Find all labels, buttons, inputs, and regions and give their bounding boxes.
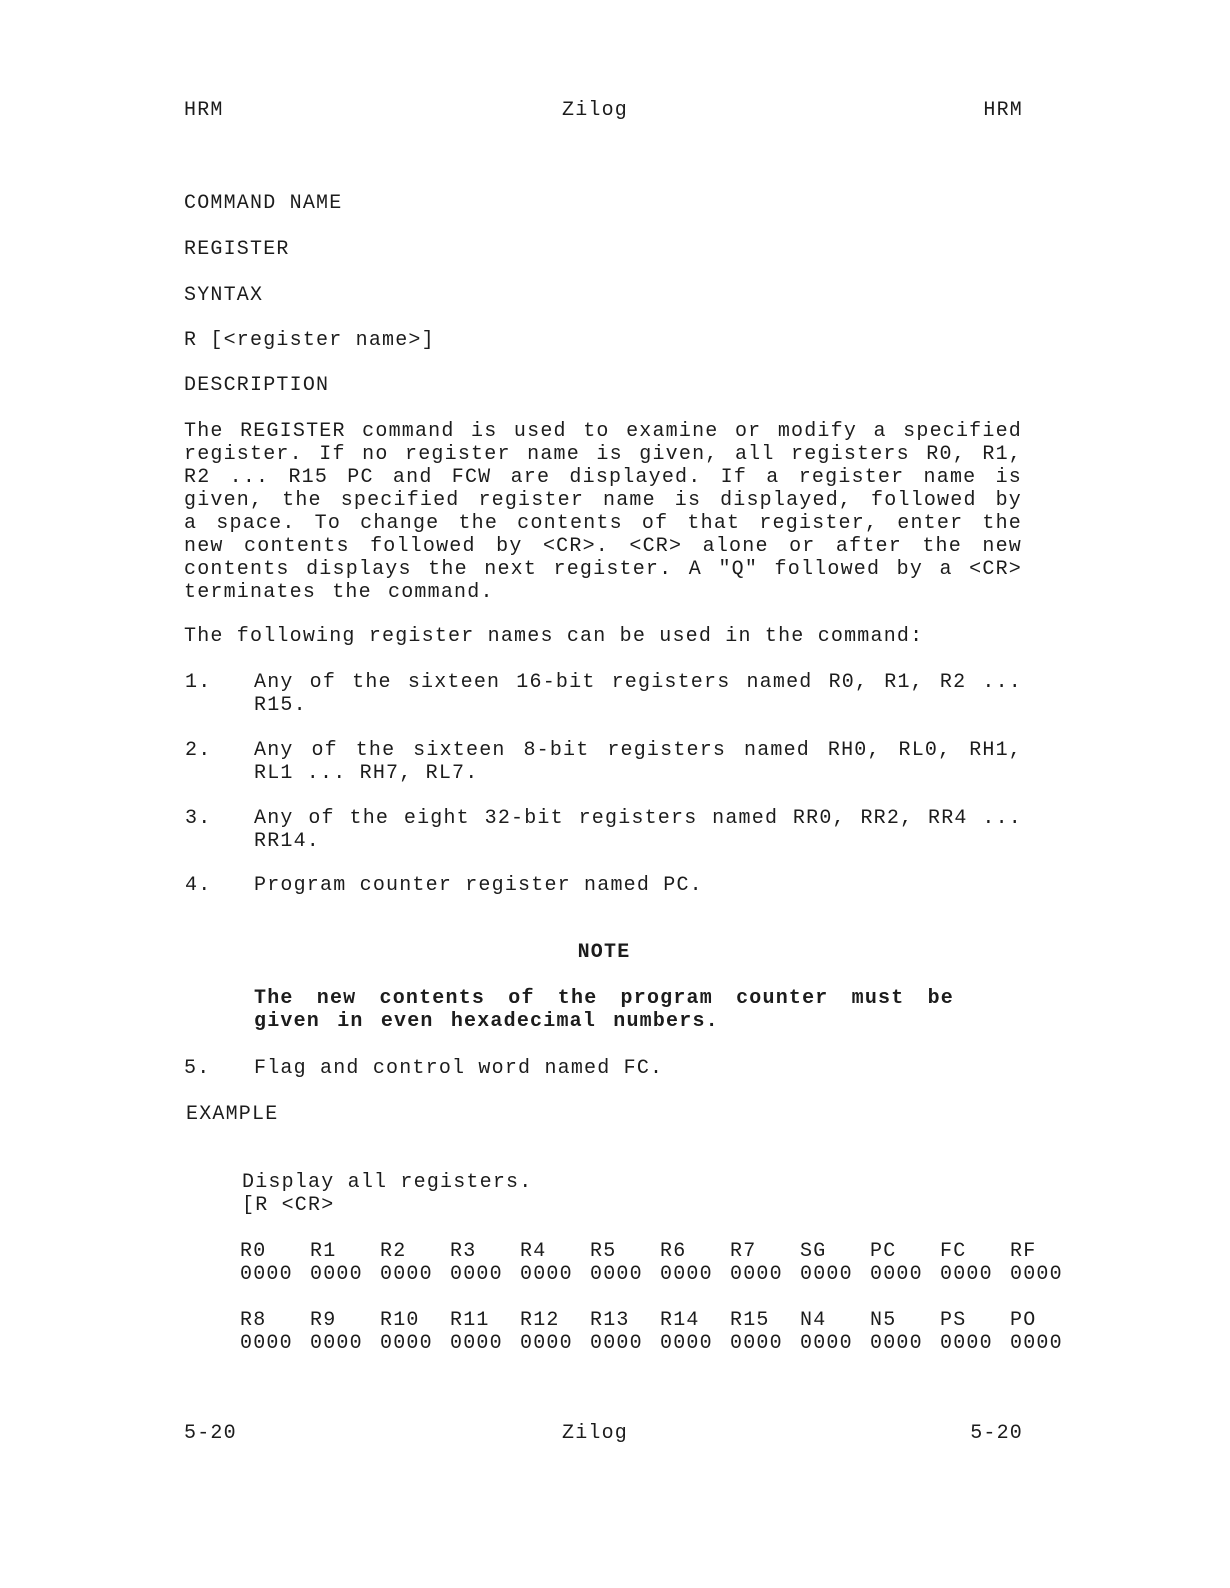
example-command: [R <CR> bbox=[242, 1194, 335, 1217]
command-name: REGISTER bbox=[184, 238, 290, 261]
list-item-text: Program counter register named PC. bbox=[254, 874, 703, 897]
register-value: 0000 bbox=[1010, 1263, 1063, 1286]
list-item-number: 1. bbox=[185, 671, 212, 694]
command-name-heading: COMMAND NAME bbox=[184, 192, 343, 215]
register-name: R5 bbox=[590, 1240, 617, 1263]
register-name: R14 bbox=[660, 1309, 700, 1332]
footer-right: 5-20 bbox=[970, 1422, 1023, 1445]
register-value: 0000 bbox=[800, 1263, 853, 1286]
list-item-number: 5. bbox=[184, 1057, 211, 1080]
register-value: 0000 bbox=[870, 1332, 923, 1355]
register-name: R15 bbox=[730, 1309, 770, 1332]
register-name: RF bbox=[1010, 1240, 1037, 1263]
register-value: 0000 bbox=[520, 1263, 573, 1286]
register-values-row-1 bbox=[240, 1263, 1080, 1286]
register-value: 0000 bbox=[520, 1332, 573, 1355]
register-names-row-2 bbox=[240, 1309, 1080, 1332]
register-value: 0000 bbox=[450, 1263, 503, 1286]
header-right: HRM bbox=[983, 99, 1023, 122]
register-name: PS bbox=[940, 1309, 967, 1332]
register-value: 0000 bbox=[240, 1332, 293, 1355]
register-name: R1 bbox=[310, 1240, 337, 1263]
register-value: 0000 bbox=[800, 1332, 853, 1355]
register-name: R2 bbox=[380, 1240, 407, 1263]
syntax: R [<register name>] bbox=[184, 329, 435, 352]
register-value: 0000 bbox=[240, 1263, 293, 1286]
list-item-text: Any of the sixteen 16-bit registers named R0, R1, R2 ... R15. bbox=[254, 671, 1022, 717]
register-value: 0000 bbox=[940, 1332, 993, 1355]
syntax-heading: SYNTAX bbox=[184, 284, 264, 307]
register-value: 0000 bbox=[380, 1332, 433, 1355]
register-name: R12 bbox=[520, 1309, 560, 1332]
header-center: Zilog bbox=[562, 99, 629, 122]
list-item-text: Flag and control word named FC. bbox=[254, 1057, 664, 1080]
register-name: N5 bbox=[870, 1309, 897, 1332]
list-item-text: Any of the sixteen 8-bit registers named RH0, RL0, RH1, RL1 ... RH7, RL7. bbox=[254, 739, 1022, 785]
list-item-number: 2. bbox=[185, 739, 212, 762]
register-value: 0000 bbox=[450, 1332, 503, 1355]
register-value: 0000 bbox=[870, 1263, 923, 1286]
register-name: R9 bbox=[310, 1309, 337, 1332]
register-value: 0000 bbox=[590, 1332, 643, 1355]
register-name: R10 bbox=[380, 1309, 420, 1332]
register-value: 0000 bbox=[310, 1263, 363, 1286]
register-name: R0 bbox=[240, 1240, 267, 1263]
footer-left: 5-20 bbox=[184, 1422, 237, 1445]
list-item-number: 3. bbox=[185, 807, 212, 830]
register-value: 0000 bbox=[1010, 1332, 1063, 1355]
register-name: PC bbox=[870, 1240, 897, 1263]
register-name: R7 bbox=[730, 1240, 757, 1263]
footer-center: Zilog bbox=[562, 1422, 629, 1445]
register-name: R3 bbox=[450, 1240, 477, 1263]
register-value: 0000 bbox=[660, 1263, 713, 1286]
register-name: PO bbox=[1010, 1309, 1037, 1332]
register-names-row-1 bbox=[240, 1240, 1080, 1263]
register-value: 0000 bbox=[380, 1263, 433, 1286]
example-heading: EXAMPLE bbox=[186, 1103, 279, 1126]
description-paragraph: The REGISTER command is used to examine or modify a specified register. If no register name is given, all registers R0, R1, R2 ... R15 PC and FCW are displayed. If a register name is given, the specified register name is displayed, followed by a space. To change the contents of that register, enter the new contents followed by <CR>. <CR> alone or after the new contents displays the next register. A "Q" followed by a <CR> terminates the command. bbox=[184, 420, 1022, 604]
list-item-number: 4. bbox=[185, 874, 212, 897]
register-name: R4 bbox=[520, 1240, 547, 1263]
example-description: Display all registers. bbox=[242, 1171, 533, 1194]
register-value: 0000 bbox=[660, 1332, 713, 1355]
register-value: 0000 bbox=[310, 1332, 363, 1355]
header-left: HRM bbox=[184, 99, 224, 122]
register-value: 0000 bbox=[590, 1263, 643, 1286]
register-name: N4 bbox=[800, 1309, 827, 1332]
note-text: The new contents of the program counter must be given in even hexadecimal numbers. bbox=[254, 987, 954, 1033]
register-name: SG bbox=[800, 1240, 827, 1263]
register-value: 0000 bbox=[730, 1332, 783, 1355]
register-name: R6 bbox=[660, 1240, 687, 1263]
list-item-text: Any of the eight 32-bit registers named RR0, RR2, RR4 ... RR14. bbox=[254, 807, 1022, 853]
register-names-intro: The following register names can be used in the command: bbox=[184, 625, 924, 648]
register-name: R13 bbox=[590, 1309, 630, 1332]
register-value: 0000 bbox=[940, 1263, 993, 1286]
register-name: R8 bbox=[240, 1309, 267, 1332]
note-title: NOTE bbox=[577, 941, 631, 964]
register-values-row-2 bbox=[240, 1332, 1080, 1355]
register-name: R11 bbox=[450, 1309, 490, 1332]
register-name: FC bbox=[940, 1240, 967, 1263]
register-value: 0000 bbox=[730, 1263, 783, 1286]
description-heading: DESCRIPTION bbox=[184, 374, 330, 397]
